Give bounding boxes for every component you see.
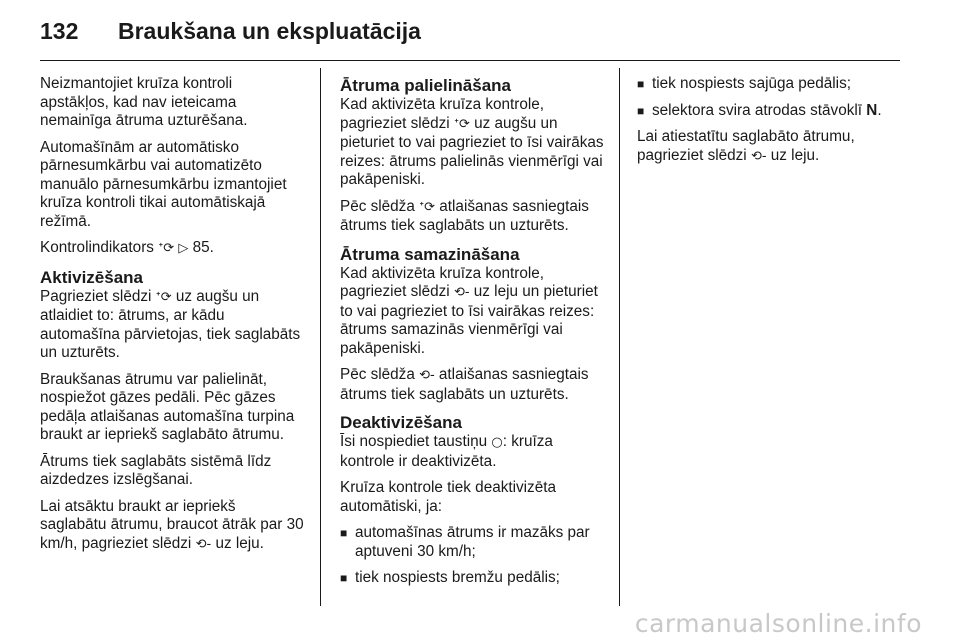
paragraph: Automašīnām ar automātisko pārnesumkārbu vai automatizēto manuālo pārnesumkārbu izmantojiet kruīza kontroli tikai automātiskajā režīmā. xyxy=(40,138,287,230)
bullet-square-icon: ■ xyxy=(340,526,348,540)
paragraph: Pēc slēdža ⟲- atlaišanas sasniegtais ātrums tiek saglabāts un uzturēts. xyxy=(340,366,589,403)
paragraph: Pagrieziet slēdzi ᐩ⟳ uz augšu un atlaidiet to: ātrums, ar kādu automašīna pārvietojas, tiek saglabāts un uzturēts. xyxy=(40,287,301,361)
list-item: ■ tiek nospiests sajūga pedālis; xyxy=(637,75,851,92)
section-heading: Aktivizēšana xyxy=(40,267,143,287)
paragraph: Neizmantojiet kruīza kontroli apstākļos, kad nav ieteicama nemainīga ātruma uzturēšana. xyxy=(40,75,248,129)
cruise-control-res-plus-icon: ᐩ⟳ xyxy=(158,241,175,256)
page-title: Braukšana un ekspluatācija xyxy=(118,18,421,44)
cruise-control-set-minus-icon: ⟲- xyxy=(195,536,212,552)
cruise-control-res-plus-icon: ᐩ⟳ xyxy=(453,116,470,132)
list-item: ■ tiek nospiests bremžu pedālis; xyxy=(340,569,560,586)
paragraph: Pēc slēdža ᐩ⟳ atlaišanas sasniegtais ātrums tiek saglabāts un uzturēts. xyxy=(340,197,589,234)
cruise-control-set-minus-icon: ⟲- xyxy=(453,285,470,300)
paragraph: Ātrums tiek saglabāts sistēmā līdz aizdedzes izslēgšanai. xyxy=(40,452,272,488)
cruise-control-set-minus-icon: ⟲- xyxy=(419,368,435,383)
section-heading: Deaktivizēšana xyxy=(340,413,462,432)
page-header xyxy=(40,18,421,48)
paragraph: Īsi nospiediet taustiņu ○: kruīza kontrole ir deaktivizēta. xyxy=(340,433,553,470)
section-heading: Ātruma samazināšana xyxy=(340,244,520,264)
paragraph: Kontrolindikators ᐩ⟳ ▷ 85. xyxy=(40,239,214,256)
header-rule xyxy=(40,60,900,61)
watermark: carmanualsonline.info xyxy=(634,609,922,638)
list-item: ■ selektora svira atrodas stāvoklī N. xyxy=(637,101,882,119)
paragraph: Lai atiestatītu saglabāto ātrumu, pagrieziet slēdzi ⟲- uz leju. xyxy=(637,128,855,164)
column-2 xyxy=(340,75,604,596)
page-reference-arrow-icon: ▷ xyxy=(178,241,189,256)
cruise-control-res-plus-icon: ᐩ⟳ xyxy=(419,199,436,215)
paragraph: Lai atsāktu braukt ar iepriekš saglabātu ātrumu, braucot ātrāk par 30 km/h, pagrieziet slēdzi ⟲- uz leju. xyxy=(40,497,304,552)
bullet-square-icon: ■ xyxy=(637,77,645,91)
section-heading: Ātruma palielināšana xyxy=(340,76,512,95)
column-3 xyxy=(637,75,901,174)
list-item: ■ automašīnas ātrums ir mazāks par aptuveni 30 km/h; xyxy=(340,524,590,560)
paragraph: Kad aktivizēta kruīza kontrole, pagrieziet slēdzi ⟲- uz leju un pieturiet to vai pagrieziet to īsi vairākas reizes: ātrums samazinās vienmērīgi vai pakāpeniski. xyxy=(340,264,598,357)
column-1 xyxy=(40,75,304,562)
bullet-square-icon: ■ xyxy=(340,571,348,585)
paragraph: Braukšanas ātrumu var palielināt, nospiežot gāzes pedāli. Pēc gāzes pedāļa atlaišanas automašīna turpina braukt ar iepriekš saglabāto ātrumu. xyxy=(40,370,295,443)
bullet-square-icon: ■ xyxy=(637,103,645,118)
cruise-control-off-icon: ○ xyxy=(491,435,503,450)
page-number: 132 xyxy=(40,18,79,44)
cruise-control-set-minus-icon: ⟲- xyxy=(750,148,767,164)
paragraph: Kad aktivizēta kruīza kontrole, pagrieziet slēdzi ᐩ⟳ uz augšu un pieturiet to vai pagrieziet to īsi vairākas reizes: ātrums palielinās vienmērīgi vai pakāpeniski. xyxy=(340,96,604,188)
paragraph: Kruīza kontrole tiek deaktivizēta automātiski, ja: xyxy=(340,479,556,515)
cruise-control-res-plus-icon: ᐩ⟳ xyxy=(155,289,172,305)
column-divider xyxy=(320,68,321,606)
column-divider xyxy=(619,68,620,606)
